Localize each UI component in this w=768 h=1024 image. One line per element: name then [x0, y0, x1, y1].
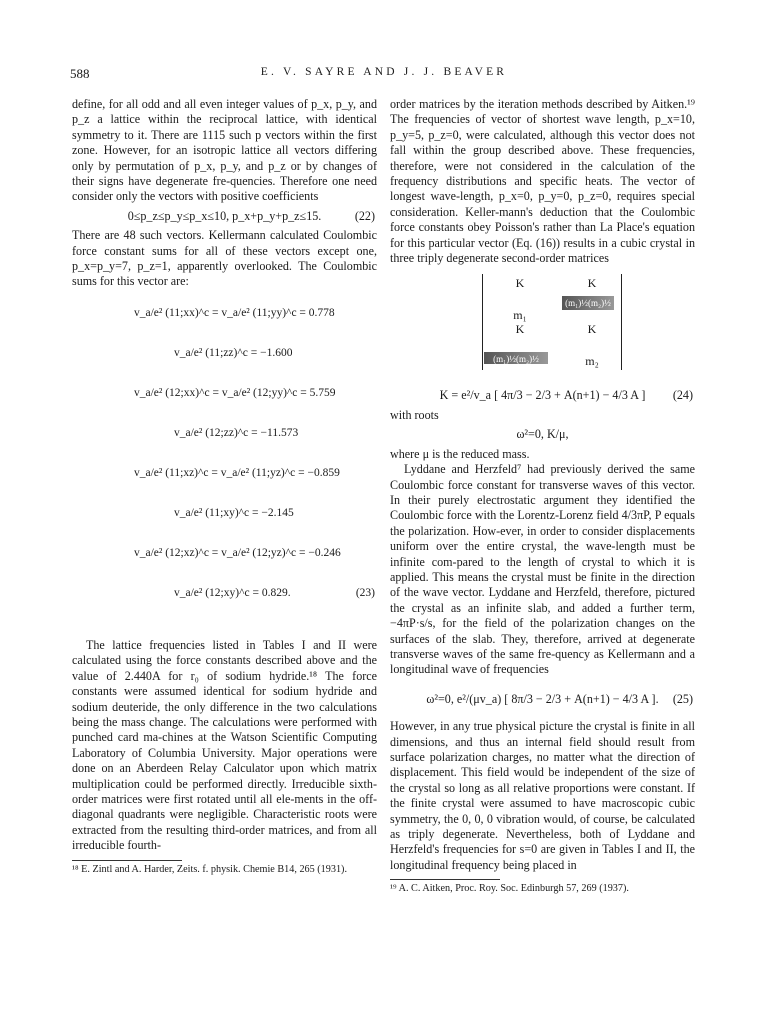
- coulombic-eq: v_a/e² (11;xz)^c = v_a/e² (11;yz)^c = −0.859: [134, 466, 340, 479]
- equation-24-number: (24): [672, 388, 693, 403]
- coulombic-eq: v_a/e² (11;xy)^c = −2.145: [174, 506, 294, 519]
- matrix-k22: K: [587, 322, 597, 337]
- matrix-m21: (m₁)½(m₂)½: [484, 352, 548, 364]
- matrix-m1: m₁: [513, 308, 527, 323]
- equation-23-last-row: [134, 586, 377, 626]
- matrix-k12: K: [587, 276, 597, 291]
- equation-22: [72, 209, 377, 224]
- footnote-rule: [72, 860, 182, 861]
- right-paragraph-1: order matrices by the iteration methods described by Aitken.¹⁹ The frequencies of vector of shortest wave length, p_x=10, p_y=5, p_z=0, were calculated, although this vector does not fall within the group described above. These frequencies, therefore, were not considered in the calculation of the frequency distributions and specific heats. The vector of longest wave-length, p_x=0, p_y=0, p_z=0, requires special consideration. Keller-mann's deduction that the Coulombic force constants obey Poisson's rather than La Place's equation for this particular vector (Eq. (16)) results in a cubic crystal in three triply degenerate second-order matrices: [390, 97, 695, 266]
- right-column: [390, 97, 695, 895]
- running-head: E. V. SAYRE AND J. J. BEAVER: [260, 66, 508, 78]
- coulombic-eq: v_a/e² (11;xx)^c = v_a/e² (11;yy)^c = 0.778: [134, 306, 335, 319]
- right-paragraph-2: Lyddane and Herzfeld⁷ had previously derived the same Coulombic force constant for transverse waves of this vector. In their purely electrostatic argument they identified the Coulombic force with the Lorentz-Lorenz field 4/3πP, P equals the polarization. How-ever, in order to consider displacements uniform over the entire crystal, the wave-length must be infinite com-pared to the length of crystal to which it is applied. This means the crystal must be finite in the direction of the wave vector. Lyddane and Herzfeld, therefore, pictured the crystal as an infinite slab, and added a further term, −4πP·s/s, for the field of the polarization changes on the surfaces of the slab. They, therefore, arrived at degenerate transverse waves of the same fre-quency as Kellermann and a longitudinal wave of frequencies: [390, 462, 695, 677]
- equation-22-text: 0≤p_z≤p_y≤p_x≤10, p_x+p_y+p_z≤15.: [127, 208, 322, 223]
- matrix-k11: K: [515, 276, 525, 291]
- matrix-24: [390, 274, 695, 384]
- equation-23-number: (23): [355, 586, 375, 599]
- page-number: 588: [70, 66, 90, 81]
- footnote-19: ¹⁹ A. C. Aitken, Proc. Roy. Soc. Edinburgh 57, 269 (1937).: [390, 883, 629, 895]
- coulombic-eq: v_a/e² (12;xz)^c = v_a/e² (12;yz)^c = −0.246: [134, 546, 341, 559]
- right-paragraph-3: However, in any true physical picture the crystal is finite in all dimensions, and thus an internal field should result from surface polarization charges, no matter what the direction of displacement. This field would be independent of the size of the crystal so long as all relative proportions were constant. If the finite crystal were assumed to have macroscopic cubic symmetry, the 0, 0, 0 vibration would, of course, be calculated as triply degenerate. Nevertheless, both of Lyddane and Herzfeld's frequencies for s=0 are given in Tables I and II, the longitudinal frequency being placed in: [390, 719, 695, 872]
- left-paragraph-2: There are 48 such vectors. Kellermann calculated Coulombic force constant sums for all of these vectors except one, p_x=p_y=7, p_z=1, apparently overlooked. The Coulombic sums for this vector are:: [72, 228, 377, 289]
- matrix-m12: (m₁)½(m₂)½: [562, 296, 614, 310]
- matrix-k21: K: [515, 322, 525, 337]
- footnote-rule: [390, 879, 500, 880]
- with-roots: with roots: [390, 407, 439, 422]
- coulombic-eq: v_a/e² (12;xy)^c = 0.829.: [174, 586, 291, 599]
- equation-25-number: (25): [672, 691, 693, 706]
- left-paragraph-1: define, for all odd and all even integer values of p_x, p_y, and p_z a lattice within the reciprocal lattice, with identical symmetry to it. There are 1115 such p vectors within the first zone. However, for an isotropic lattice all vectors differing only by permutation of p_x, p_y, and p_z or by changes of their signs have degenerate fre-quencies. Therefore one need consider only the vectors with positive coefficients: [72, 97, 377, 204]
- equation-25-text: ω²=0, e²/(μv_a) [ 8π/3 − 2/3 + A(n+1) − 4/3 A ].: [426, 691, 659, 706]
- equation-23-block: [72, 306, 377, 626]
- equation-22-number: (22): [354, 208, 375, 223]
- equation-24: [390, 388, 695, 403]
- equation-25: [390, 692, 695, 707]
- matrix-m2: m₂: [585, 354, 599, 369]
- reduced-mass-note: where μ is the reduced mass.: [390, 446, 530, 461]
- coulombic-eq: v_a/e² (11;zz)^c = −1.600: [174, 346, 293, 359]
- equation-24-text: K = e²/v_a [ 4π/3 − 2/3 + A(n+1) − 4/3 A ]: [439, 388, 646, 403]
- coulombic-eq: v_a/e² (12;xx)^c = v_a/e² (12;yy)^c = 5.759: [134, 386, 336, 399]
- footnote-18: ¹⁸ E. Zintl and A. Harder, Zeits. f. physik. Chemie B14, 265 (1931).: [72, 863, 347, 875]
- left-paragraph-3: The lattice frequencies listed in Tables I and II were calculated using the force constants described above and the value of 2.440A for r₀ of sodium hydride.¹⁸ The force constants were assumed identical for sodium hydride and sodium deuteride, the only difference in the two calculations being the mass change. The calculations were performed with punched card ma-chines at the Watson Scientific Computing Laboratory of Columbia University. Major operations were done on an Aberdeen Relay Calculator upon which matrix multiplication could be performed directly. Irreducible sixth-order matrices were first rotated until all ele-ments in the off-diagonal quadrants were negligible. Characteristic roots were extracted from the resulting third-order matrices, and from all irreducible fourth-: [72, 637, 377, 853]
- coulombic-eq: v_a/e² (12;zz)^c = −11.573: [174, 426, 299, 439]
- roots: ω²=0, K/μ,: [516, 427, 569, 442]
- left-column: [72, 97, 377, 876]
